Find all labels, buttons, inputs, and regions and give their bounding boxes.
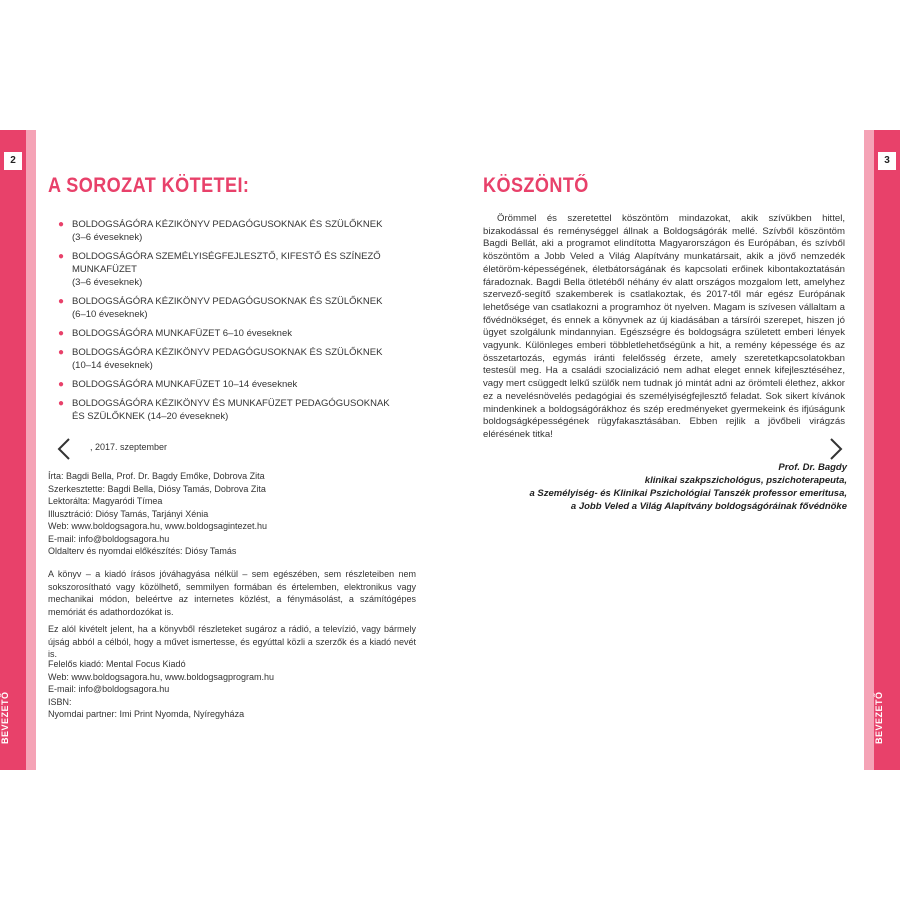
bullet-icon: ● (58, 379, 65, 390)
right-side-label: BEVEZETŐ (874, 691, 884, 745)
publisher-line: Nyomdai partner: Imi Print Nyomda, Nyíregyháza (48, 709, 245, 719)
credits-block (48, 470, 418, 558)
right-page-number: 3 (878, 152, 896, 170)
credit-line: Írta: Bagdi Bella, Prof. Dr. Bagdy Emőke, Dobrova Zita (48, 471, 265, 481)
right-edge-strip (874, 130, 900, 770)
credit-line: Web: www.boldogsagora.hu, www.boldogsagintezet.hu (48, 521, 267, 531)
bullet-icon: ● (58, 296, 65, 307)
list-item: ● BOLDOGSÁGÓRA KÉZIKÖNYV PEDAGÓGUSOKNAK ÉS SZÜLŐKNEK (6–10 éveseknek) (58, 296, 383, 320)
foreword-body: Örömmel és szeretettel köszöntöm mindazokat, akik szívükben hittel, bizakodással és reménységgel állnak a Boldogságórák mellé. Szívből köszöntöm Bagdi Bellát, aki a programot elindította Magyarországon és Európában, és szívből köszöntöm a Jobb Veled a Világ Alapítvány munkatársait, akik a jövő nemzedék életöröm-képességének, életbátorságának és kapcsolati erőinek kibontakoztatásán fáradoznak. Bagdi Bella ötletéből néhány év alatt országos mozgalom lett, amelyhez szervező-segítő szakemberek is csatlakoztak, és 2017-től már egész Európának lehetősége van csatlakozni a programhoz öt nyelven. Magam is szívesen vállaltam a fővédnökséget, és ennek a könyvnek az új kiadásában a társírói szerepet, hiszen jó ügyet szolgálunk mindannyian. Egészségre és boldogságra született emberi lények vagyunk. Különleges emberi többletlehetőségünk a hit, a remény képessége és az összetartozás, egymás iránti felelősség érzete, amely szeretetkapcsolatokban testesül meg. Ha a családi szocializáció nem adhat eleget ennek kifejlesztéséhez, vagy mert csüggedt lelkű szülők nem tudnak jó mintát adni az örömteli élethez, akkor ez a nevelésnövelés pedagógiai és személyiségfejlesztő feladat. Sok sikert kívánok mindenkinek a boldogságórákhoz és szép eredményeket gyermekeink és ifjúságunk boldogságképességének rügyfakasztásában. Ebben rejlik a jövőbeli virágzás elérésének titka! (483, 213, 845, 440)
credit-line: Illusztráció: Diósy Tamás, Tarjányi Xénia (48, 508, 209, 519)
bullet-icon: ● (58, 347, 65, 358)
publisher-block (48, 658, 418, 721)
list-item: ● BOLDOGSÁGÓRA SZEMÉLYISÉGFEJLESZTŐ, KIFESTŐ ÉS SZÍNEZŐ MUNKAFÜZET (3–6 éveseknek) (58, 251, 381, 288)
list-item: ● BOLDOGSÁGÓRA MUNKAFÜZET 10–14 éveseknek (58, 379, 298, 390)
left-edge-strip-light (26, 130, 36, 770)
publisher-line: E-mail: info@boldogsagora.hu (48, 684, 170, 694)
signature-line: klinikai szakpszichológus, pszichoterapeuta, (644, 475, 847, 486)
volume-list (58, 218, 418, 429)
list-item: ● BOLDOGSÁGÓRA KÉZIKÖNYV ÉS MUNKAFÜZET PEDAGÓGUSOKNAK ÉS SZÜLŐKNEK (14–20 éveseknek) (58, 398, 390, 422)
publisher-line: Web: www.boldogsagora.hu, www.boldogsagprogram.hu (48, 671, 274, 682)
signature-line: a Jobb Veled a Világ Alapítvány boldogságóráinak fővédnöke (570, 501, 847, 512)
copyright-paragraph: A könyv – a kiadó írásos jóváhagyása nélkül – sem egészében, sem részleteiben nem sokszorosítható vagy közölhető, semmilyen formában és értelemben, elektronikus vagy mechanikai módon, beleértve az internetes közlést, a fénymásolást, a számítógépes memóriát és adathordozókat is. (48, 569, 416, 617)
list-item: ● BOLDOGSÁGÓRA MUNKAFÜZET 6–10 éveseknek (58, 328, 292, 339)
publication-date: , 2017. szeptember (90, 442, 168, 452)
copyright-paragraph: Ez alól kivételt jelent, ha a könyvből részleteket sugároz a rádió, a televízió, vagy bármely újság abból a célból, hogy a művet ismertesse, és egyúttal közli a szerzők és a kiadó nevét is. (48, 624, 416, 659)
credit-line: Lektorálta: Magyaródi Tímea (48, 496, 163, 506)
signature-line: a Személyiség- és Klinikai Pszichológiai Tanszék professor emeritusa, (529, 488, 847, 499)
chevron-left-icon (57, 437, 71, 461)
credit-line: Szerkesztette: Bagdi Bella, Diósy Tamás, Dobrova Zita (48, 483, 266, 494)
credit-line: E-mail: info@boldogsagora.hu (48, 533, 170, 544)
copyright-notice (48, 568, 416, 666)
list-item: ● BOLDOGSÁGÓRA KÉZIKÖNYV PEDAGÓGUSOKNAK ÉS SZÜLŐKNEK (10–14 éveseknek) (58, 347, 383, 371)
credit-line: Oldalterv és nyomdai előkészítés: Diósy Tamás (48, 546, 237, 556)
bullet-icon: ● (58, 251, 65, 262)
left-side-label: BEVEZETŐ (0, 691, 10, 745)
bullet-icon: ● (58, 219, 65, 230)
bullet-icon: ● (58, 328, 65, 339)
list-item: ● BOLDOGSÁGÓRA KÉZIKÖNYV PEDAGÓGUSOKNAK ÉS SZÜLŐKNEK (3–6 éveseknek) (58, 219, 383, 243)
previous-page-button[interactable] (54, 437, 74, 467)
right-page-title: KÖSZÖNTŐ (483, 174, 589, 197)
left-page-title: A SOROZAT KÖTETEI: (48, 174, 250, 197)
right-edge-strip-light (864, 130, 874, 770)
left-page-number: 2 (4, 152, 22, 170)
left-edge-strip (0, 130, 26, 770)
signature-line: Prof. Dr. Bagdy (778, 462, 847, 473)
book-spread (0, 130, 900, 770)
publisher-line: Felelős kiadó: Mental Focus Kiadó (48, 659, 186, 669)
publisher-line: ISBN: (48, 696, 72, 707)
bullet-icon: ● (58, 398, 65, 409)
signature-block (507, 461, 847, 513)
